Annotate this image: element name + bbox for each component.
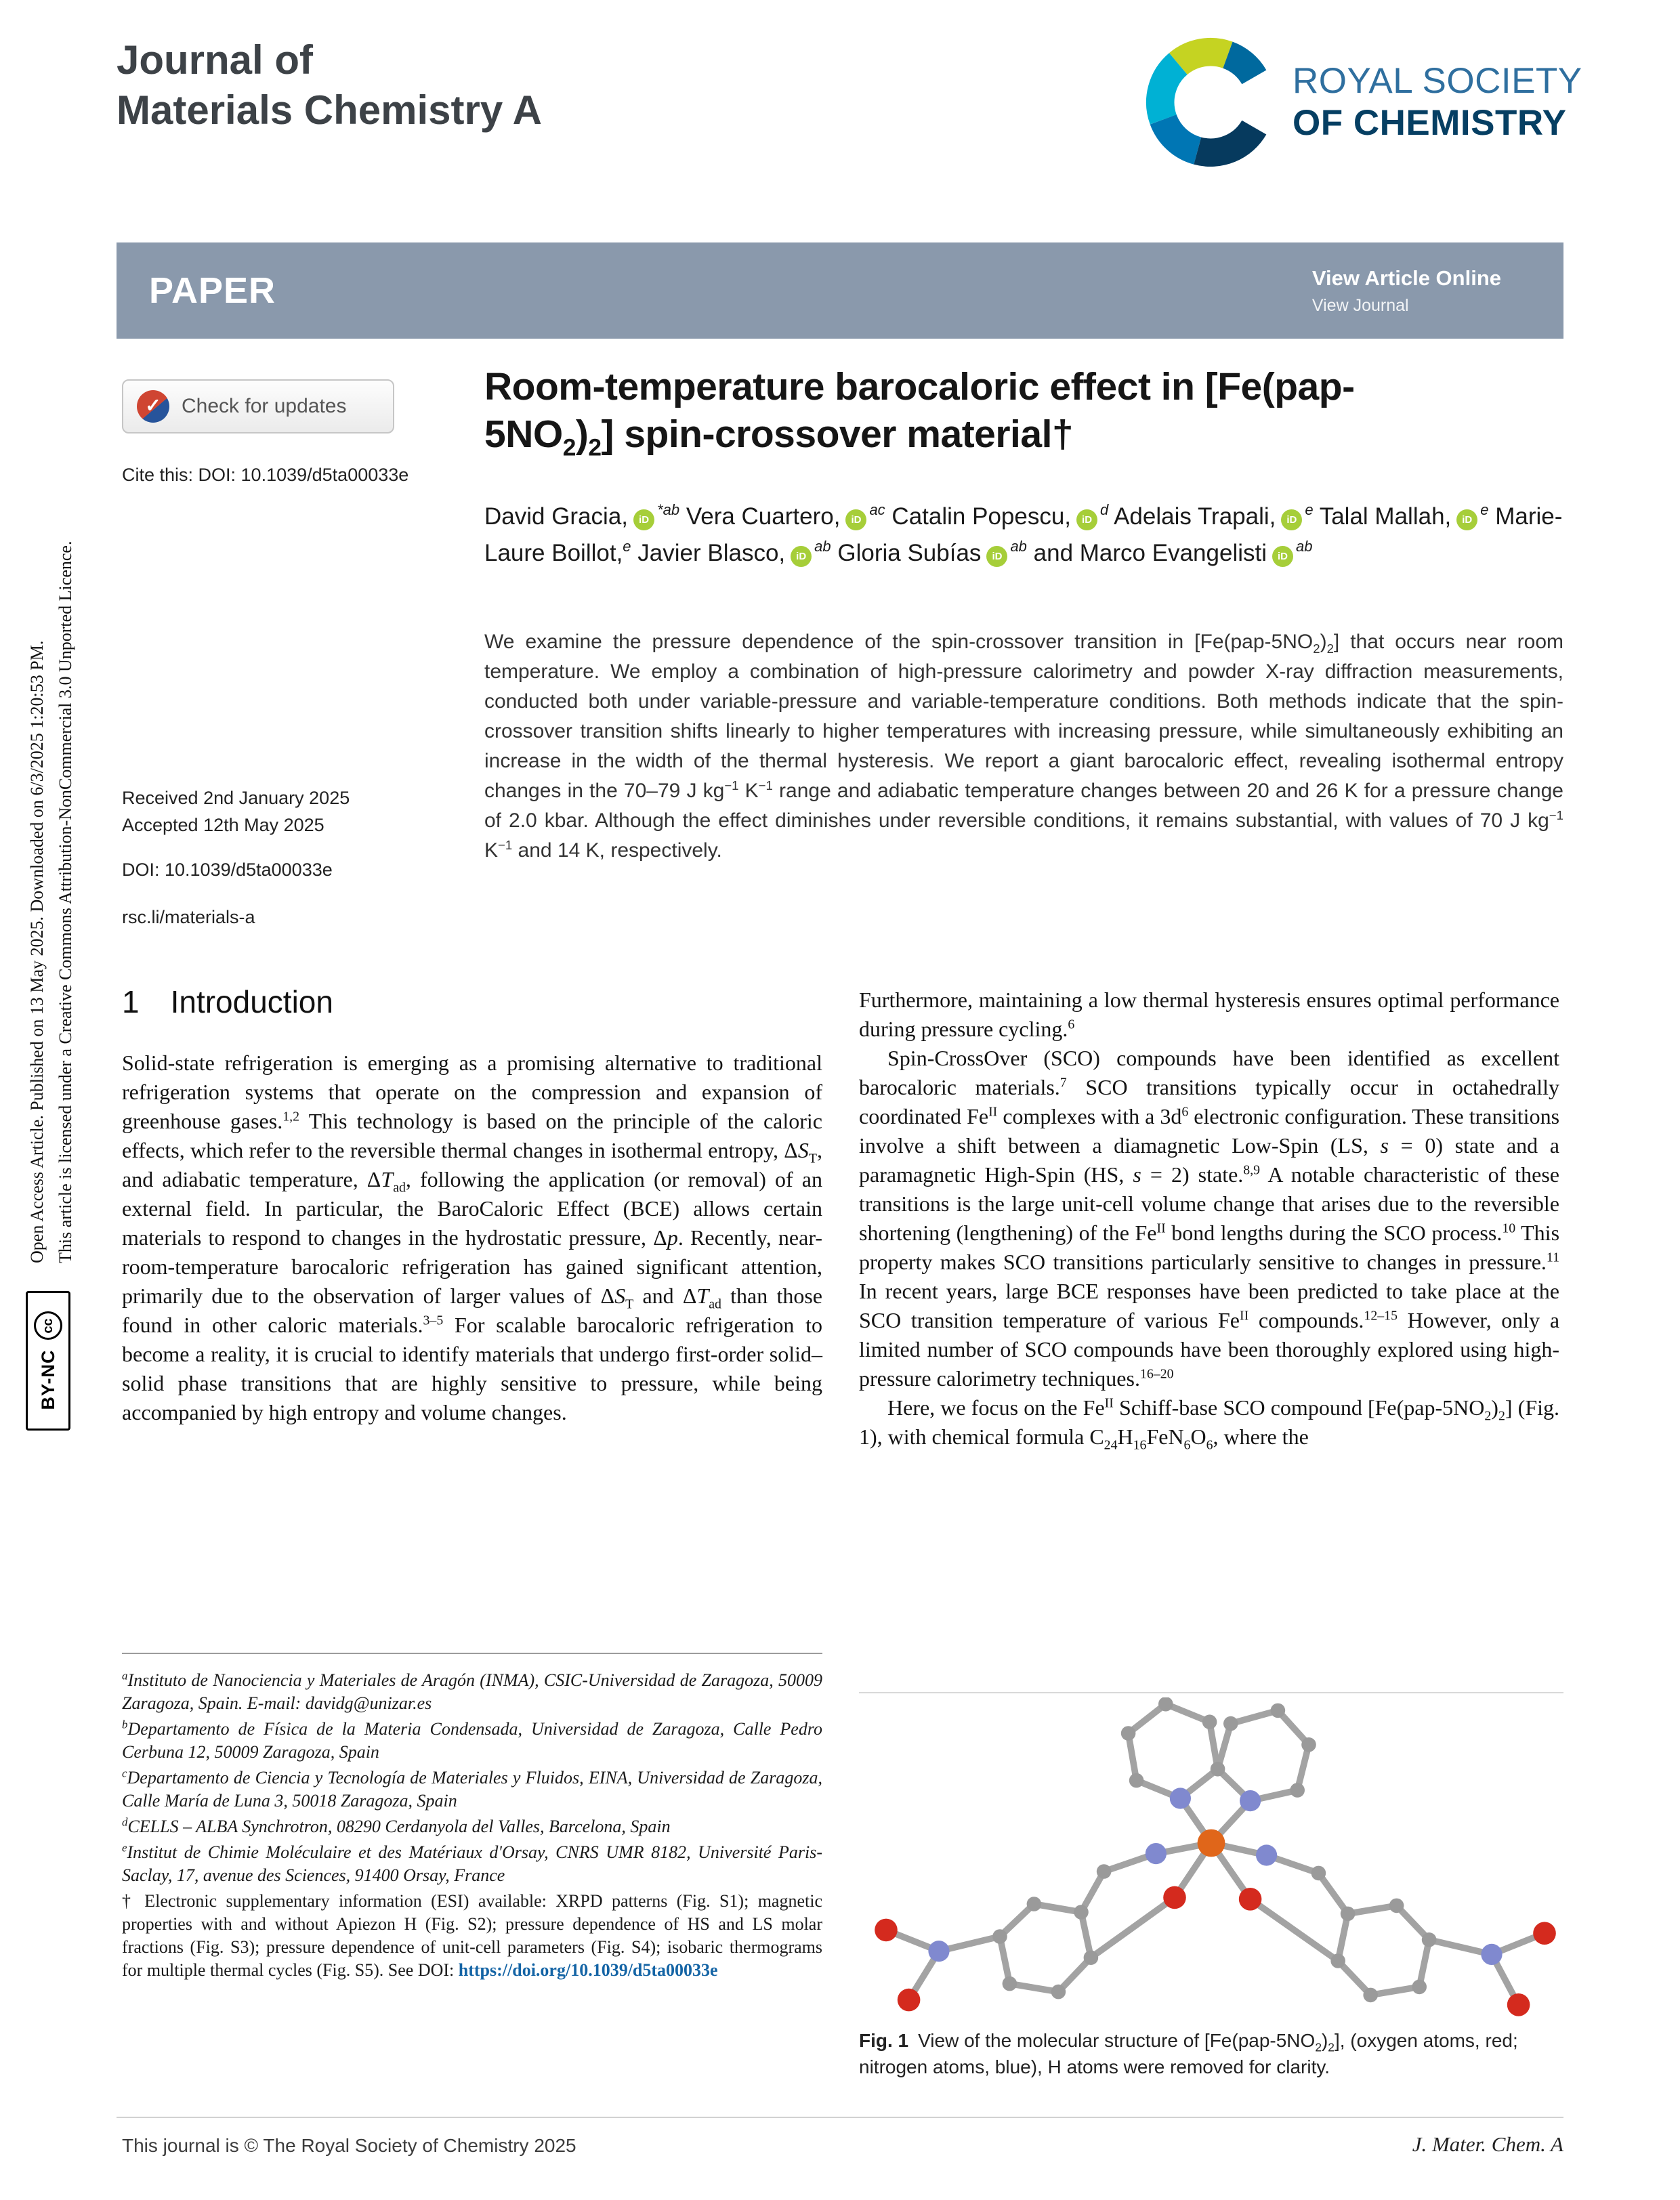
intro-paragraph-4: Here, we focus on the $Fe^{II}$ Schiff-base SCO compound $[Fe(pap-5NO_2)_2]$ (Fig. 1), with chemical formula $C_{24}H_{16}FeN_6O_6$, where the xyxy=(859,1395,1560,1453)
check-updates-label: Check for updates xyxy=(182,395,347,417)
cc-icon: cc xyxy=(34,1312,62,1340)
author: Marie-Laure Boillot,$^e$ xyxy=(484,503,1563,566)
article-type-banner xyxy=(117,242,1563,339)
iron-atom xyxy=(1198,1829,1225,1857)
copyright-text: This journal is © The Royal Society of Chemistry 2025 xyxy=(122,2135,576,2156)
author-affiliations: ab xyxy=(1296,538,1313,555)
rsc-logo xyxy=(1143,35,1582,169)
author-affiliations: *ab xyxy=(657,501,680,518)
author: Javier Blasco, $iD^{ab}$ xyxy=(637,538,831,566)
author-affiliations: ab xyxy=(1010,538,1027,555)
figure-panel xyxy=(859,1692,1563,2080)
orcid-icon[interactable]: iD xyxy=(633,509,654,530)
journal-title-line2: Materials Chemistry A xyxy=(117,87,543,133)
author-affiliations: e xyxy=(1480,501,1489,518)
affiliation-footnote-c: $^c$Departamento de Ciencia y Tecnología de Materiales y Fluidos, EINA, Universidad de Zaragoza, Calle María de Luna 3, 50018 Zaragoza, Spain xyxy=(122,1767,822,1811)
article-doi: DOI: 10.1039/d5ta00033e xyxy=(122,860,333,880)
author-affiliations: ac xyxy=(869,501,885,518)
orcid-icon[interactable]: iD xyxy=(845,509,866,530)
received-date: Received 2nd January 2025 xyxy=(122,788,350,808)
cc-license-badge xyxy=(26,1291,70,1431)
molecule-figure xyxy=(859,1697,1563,2023)
article-meta xyxy=(122,784,474,931)
affiliation-footnote-a: $^a$Instituto de Nanociencia y Materiales de Aragón (INMA), CSIC-Universidad de Zaragoza, 50009 Zaragoza, Spain. E-mail: davidg@unizar.es xyxy=(122,1669,822,1713)
author-affiliations: ab xyxy=(814,538,831,555)
orcid-icon[interactable]: iD xyxy=(791,546,812,567)
author: and Marco Evangelisti $iD^{ab}$ xyxy=(1033,538,1313,566)
section-heading-introduction xyxy=(122,983,333,1020)
license-text-line2: This article is licensed under a Creative Commons Attribution-NonCommercial 3.0 Unported Licence. xyxy=(56,541,75,1263)
author: Gloria Subías $iD^{ab}$ xyxy=(837,538,1027,566)
rsc-logo-icon xyxy=(1143,35,1278,169)
figure-label: Fig. 1 xyxy=(859,2030,909,2051)
affiliation-footnote-d: $^d$CELLS – ALBA Synchrotron, 08290 Cerdanyola del Valles, Barcelona, Spain xyxy=(122,1815,671,1836)
footnotes-block xyxy=(122,1653,822,1985)
check-updates-button[interactable] xyxy=(122,379,394,433)
author-affiliations: e xyxy=(623,538,631,555)
rsc-logo-text xyxy=(1293,60,1582,144)
journal-url-link[interactable]: rsc.li/materials-a xyxy=(122,907,255,927)
cite-this-text: Cite this: DOI: 10.1039/d5ta00033e xyxy=(122,465,409,485)
orcid-icon[interactable]: iD xyxy=(1456,509,1477,530)
affiliation-footnote-e: $^e$Institut de Chimie Moléculaire et des Matériaux d'Orsay, CNRS UMR 8182, Université Paris-Saclay, 17, avenue des Sciences, 91400 Orsay, France xyxy=(122,1841,822,1885)
journal-title xyxy=(117,35,542,135)
author: Adelais Trapali, $iD^e$ xyxy=(1114,501,1314,530)
banner-links xyxy=(1312,266,1501,316)
authors-line xyxy=(484,499,1568,572)
accepted-date: Accepted 12th May 2025 xyxy=(122,815,324,835)
article-title: Room-temperature barocaloric effect in [Fe(pap- $5NO_2)_2$] spin-crossover material† xyxy=(484,365,1355,461)
orcid-icon[interactable]: iD xyxy=(1281,509,1302,530)
crossmark-icon xyxy=(137,390,169,423)
intro-paragraph-3: Spin-CrossOver (SCO) compounds have been identified as excellent barocaloric materials.$^7$ SCO transitions typically occur in octahedrally coordinated $Fe^{II}$ complexes with a $3d^6$ electronic configuration. These transitions involve a shift between a diamagnetic Low-Spin (LS, s = 0) state and a paramagnetic High-Spin (HS, s = 2) state.$^{8,9}$ A notable characteristic of these transitions is the large unit-cell volume change that arises due to the reversible shortening (lengthening) of the $Fe^{II}$ bond lengths during the SCO process.$^{10}$ This property makes SCO transitions particularly sensitive to changes in pressure.$^{11}$ In recent years, large BCE responses have been predicted to take place at the SCO transition temperature of various $Fe^{II}$ compounds.$^{12-15}$ However, only a limited number of SCO compounds have been thoroughly explored using high-pressure calorimetry techniques.$^{16-20}$ xyxy=(859,1046,1560,1391)
author: Talal Mallah, $iD^e$ xyxy=(1319,501,1489,530)
body-column-left xyxy=(122,1049,822,1427)
figure-caption-text: View of the molecular structure of $[Fe(pap-5NO_2)_2]$, (oxygen atoms, red; nitrogen atoms, blue), H atoms were removed for clarity. xyxy=(859,2030,1518,2077)
orcid-icon[interactable]: iD xyxy=(1076,509,1097,530)
nitrogen-atoms xyxy=(928,1788,1502,1965)
author-affiliations: e xyxy=(1305,501,1314,518)
abstract-text: We examine the pressure dependence of the spin-crossover transition in $[Fe(pap-5NO_2)_2]$ that occurs near room temperature. We employ a combination of high-pressure calorimetry and powder X-ray diffraction measurements, conducted both under variable-pressure and variable-temperature conditions. Both methods indicate that the spin-crossover transition shifts linearly to higher temperatures with increasing pressure, while simultaneously exhibiting an increase in the width of the thermal hysteresis. We report a giant barocaloric effect, revealing isothermal entropy changes in the 70–79 J $kg^{-1}$ $K^{-1}$ range and adiabatic temperature changes between 20 and 26 K for a pressure change of 2.0 kbar. Although the effect diminishes under reversible conditions, it remains substantial, with values of 70 J $kg^{-1}$ $K^{-1}$ and 14 K, respectively. xyxy=(484,631,1563,862)
license-text-line1: Open Access Article. Published on 13 May 2025. Downloaded on 6/3/2025 1:20:53 PM. xyxy=(27,640,47,1263)
figure-caption xyxy=(859,2027,1563,2080)
esi-doi-link[interactable]: https://doi.org/10.1039/d5ta00033e xyxy=(458,1960,718,1980)
orcid-icon[interactable]: iD xyxy=(1272,546,1293,567)
intro-paragraph-2: Furthermore, maintaining a low thermal hysteresis ensures optimal performance during pressure cycling.$^6$ xyxy=(859,988,1559,1041)
esi-footnote xyxy=(122,1890,822,1982)
footer-divider xyxy=(117,2117,1563,2118)
view-article-online-link[interactable]: View Article Online xyxy=(1311,266,1501,290)
rsc-society-line1: ROYAL SOCIETY xyxy=(1293,61,1582,101)
intro-paragraph-1: Solid-state refrigeration is emerging as a promising alternative to traditional refrigeration systems that operate on the compression and expansion of greenhouse gases.$^{1,2}$ This technology is based on the principle of the caloric effects, which refer to the reversible thermal changes in isothermal entropy, $\Delta S_T$, and adiabatic temperature, $\Delta T_{ad}$, following the application (or removal) of an external field. In particular, the BaroCaloric Effect (BCE) allows certain materials to respond to changes in the hydrostatic pressure, Δp. Recently, near-room-temperature barocaloric refrigeration has gained significant attention, primarily due to the observation of larger values of $\Delta S_T$ and $\Delta T_{ad}$ than those found in other caloric materials.$^{3-5}$ For scalable barocaloric refrigeration to become a reality, it is crucial to identify materials that undergo first-order solid–solid phase transitions that are highly sensitive to pressure, while being accompanied by high entropy and volume changes. xyxy=(122,1051,823,1424)
author: David Gracia, $iD^{*ab}$ xyxy=(484,501,680,530)
esi-footnote-text: † Electronic supplementary information (ESI) available: XRPD patterns (Fig. S1); magnetic properties with and without Apiezon H (Fig. S2); pressure dependence of HS and LS molar fractions (Fig. S3); pressure dependence of unit-cell parameters (Fig. S4); isobaric thermograms for multiple thermal cycles (Fig. S5). See DOI: xyxy=(122,1891,822,1980)
section-number: 1 xyxy=(122,984,140,1019)
view-journal-link[interactable]: View Journal xyxy=(1311,295,1409,315)
paper-label: PAPER xyxy=(149,270,276,311)
affiliation-footnote-b: $^b$Departamento de Física de la Materia Condensada, Universidad de Zaragoza, Calle Pedro Cerbuna 12, 50009 Zaragoza, Spain xyxy=(122,1718,822,1762)
orcid-icon[interactable]: iD xyxy=(986,546,1007,567)
journal-title-line1: Journal of xyxy=(117,37,314,83)
journal-abbreviation: J. Mater. Chem. A xyxy=(1412,2132,1563,2156)
oxygen-atoms xyxy=(875,1886,1556,2016)
author: Vera Cuartero, $iD^{ac}$ xyxy=(686,501,885,530)
author-affiliations: d xyxy=(1100,501,1109,518)
body-column-right xyxy=(859,986,1559,1452)
section-title: Introduction xyxy=(170,984,333,1019)
cc-by-nc-label: BY-NC xyxy=(37,1349,58,1410)
rsc-society-line2: OF CHEMISTRY xyxy=(1293,103,1567,143)
author: Catalin Popescu, $iD^d$ xyxy=(891,501,1109,530)
